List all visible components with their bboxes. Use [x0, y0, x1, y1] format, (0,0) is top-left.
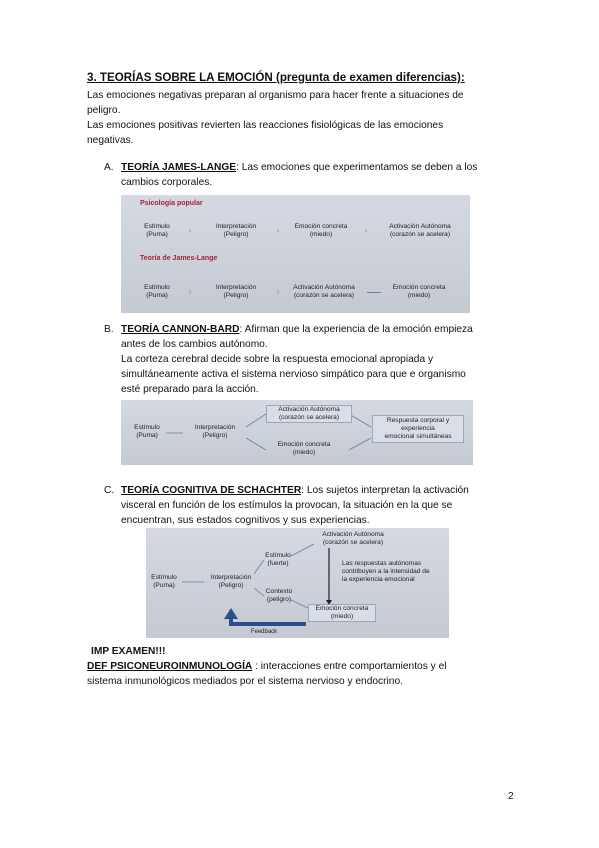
james-lange-diagram	[121, 195, 470, 313]
diagram-a-interp-1: Interpretación (Peligro)	[215, 223, 257, 238]
definition-line-2: sistema inmunológicos mediados por el sistema nervioso y endocrino.	[87, 676, 403, 687]
diagram-a-emocion-2: Emoción concreta (miedo)	[392, 284, 446, 299]
diagram-label-popular: Psicología popular	[140, 200, 203, 207]
section-a-letter: A.	[104, 162, 114, 173]
section-b-text: : Afirman que la experiencia de la emoción empieza	[239, 324, 473, 335]
diagram-c-estimulo: Estímulo (Puma)	[151, 574, 177, 589]
definition-text: : interacciones entre comportamientos y el	[252, 661, 447, 672]
section-b-letter: B.	[104, 324, 114, 335]
diagram-c-contexto: Contexto (peligro)	[265, 588, 293, 603]
arrow-icon: ›	[365, 228, 368, 235]
section-c-title: TEORÍA COGNITIVA DE SCHACHTER	[121, 485, 302, 496]
diagram-a-interp-2: Interpretación (Peligro)	[215, 284, 257, 299]
section-c-text: : Los sujetos interpretan la activación	[301, 485, 469, 496]
diagram-b-interp: Interpretación (Peligro)	[194, 424, 236, 439]
arrow-icon: ›	[277, 289, 280, 296]
imp-examen: IMP EXAMEN!!!	[91, 646, 166, 657]
definition-term: DEF PSICONEUROINMUNOLOGÍA	[87, 661, 253, 672]
section-b-title: TEORÍA CANNON-BARD	[121, 324, 240, 335]
diagram-label-james-lange: Teoría de James-Lange	[140, 255, 218, 262]
diagram-c-feedback: Feedback	[250, 629, 278, 635]
section-a-text: : Las emociones que experimentamos se deben a los	[236, 162, 478, 173]
diagram-c-interp: Interpretación (Peligro)	[210, 574, 252, 589]
section-b-line-1	[121, 322, 473, 337]
definition-line-1	[87, 659, 447, 674]
cannon-bard-diagram	[121, 400, 473, 465]
diagram-b-estimulo: Estímulo (Puma)	[134, 424, 160, 439]
section-c-line-1	[121, 483, 469, 498]
diagram-c-est-fuerte: Estímulo (fuerte)	[265, 552, 291, 567]
section-b-line-5: esté preparado para la acción.	[121, 384, 259, 395]
section-c-line-3: encuentran, sus estados cognitivos y sus experiencias.	[121, 515, 370, 526]
section-b-line-4: simultáneamente activa el sistema nervioso simpático para que e organismo	[121, 369, 466, 380]
intro-line-4: negativas.	[87, 135, 134, 146]
intro-line-1: Las emociones negativas preparan al organismo para hacer frente a situaciones de	[87, 90, 464, 101]
diagram-c-activ: Activación Autónoma (corazón se acelera)	[322, 531, 384, 546]
diagram-b-emocion: Emoción concreta (miedo)	[277, 441, 331, 456]
diagram-a-estimulo-2: Estímulo (Puma)	[144, 284, 170, 299]
page-number: 2	[508, 791, 514, 802]
section-heading: 3. TEORÍAS SOBRE LA EMOCIÓN (pregunta de examen diferencias):	[87, 71, 465, 84]
section-c-line-2: visceral en función de los estímulos la provocan, la situación en la que se	[121, 500, 453, 511]
diagram-a-activ-1: Activación Autónoma (corazón se acelera)	[389, 223, 451, 238]
arrow-icon: ›	[189, 228, 192, 235]
section-a-title: TEORÍA JAMES-LANGE	[121, 162, 237, 173]
diagram-c-emocion: Emoción concreta (miedo)	[308, 604, 376, 622]
schachter-diagram	[146, 528, 449, 638]
diagram-b-activ: Activación Autónoma (corazón se acelera)	[266, 405, 352, 423]
diagram-c-respuestas: Las respuestas autónomas contribuyen a la intensidad de la experiencia emocional	[342, 560, 430, 583]
section-c-letter: C.	[104, 485, 115, 496]
diagram-b-respuesta: Respuesta corporal y experiencia emocional simultáneas	[372, 415, 464, 443]
diagram-a-activ-2: Activación Autónoma (corazón se acelera)	[293, 284, 355, 299]
section-a-line-2: cambios corporales.	[121, 177, 213, 188]
intro-line-3: Las emociones positivas revierten las reacciones fisiológicas de las emociones	[87, 120, 444, 131]
diagram-a-emocion-1: Emoción concreta (miedo)	[294, 223, 348, 238]
arrow-icon: ›	[189, 289, 192, 296]
section-b-line-2: antes de los cambios autónomo.	[121, 339, 268, 350]
arrow-icon: ›	[277, 228, 280, 235]
intro-line-2: peligro.	[87, 105, 121, 116]
section-a-line-1	[121, 160, 477, 175]
connector-line	[367, 292, 381, 293]
diagram-a-estimulo-1: Estímulo (Puma)	[144, 223, 170, 238]
section-b-line-3: La corteza cerebral decide sobre la respuesta emocional apropiada y	[121, 354, 434, 365]
